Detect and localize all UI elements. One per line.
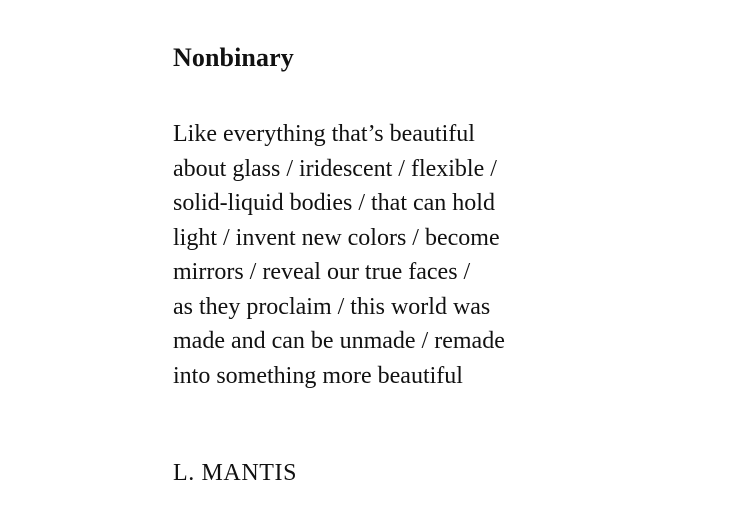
poem-line: mirrors / reveal our true faces / bbox=[173, 259, 471, 285]
poem-line: light / invent new colors / become bbox=[173, 224, 500, 251]
poem-line: into something more beautiful bbox=[173, 362, 463, 389]
poem-line: solid-liquid bodies / that can hold bbox=[173, 190, 495, 216]
poem-body bbox=[173, 117, 505, 393]
poem-line: as they proclaim / this world was bbox=[173, 293, 491, 320]
poem-line: Like everything that’s beautiful bbox=[173, 121, 475, 147]
poem-line: made and can be unmade / remade bbox=[173, 328, 505, 354]
poem-title: Nonbinary bbox=[173, 43, 294, 72]
poem-line: about glass / iridescent / flexible / bbox=[173, 155, 497, 182]
poem-author: L. MANTIS bbox=[173, 460, 298, 486]
